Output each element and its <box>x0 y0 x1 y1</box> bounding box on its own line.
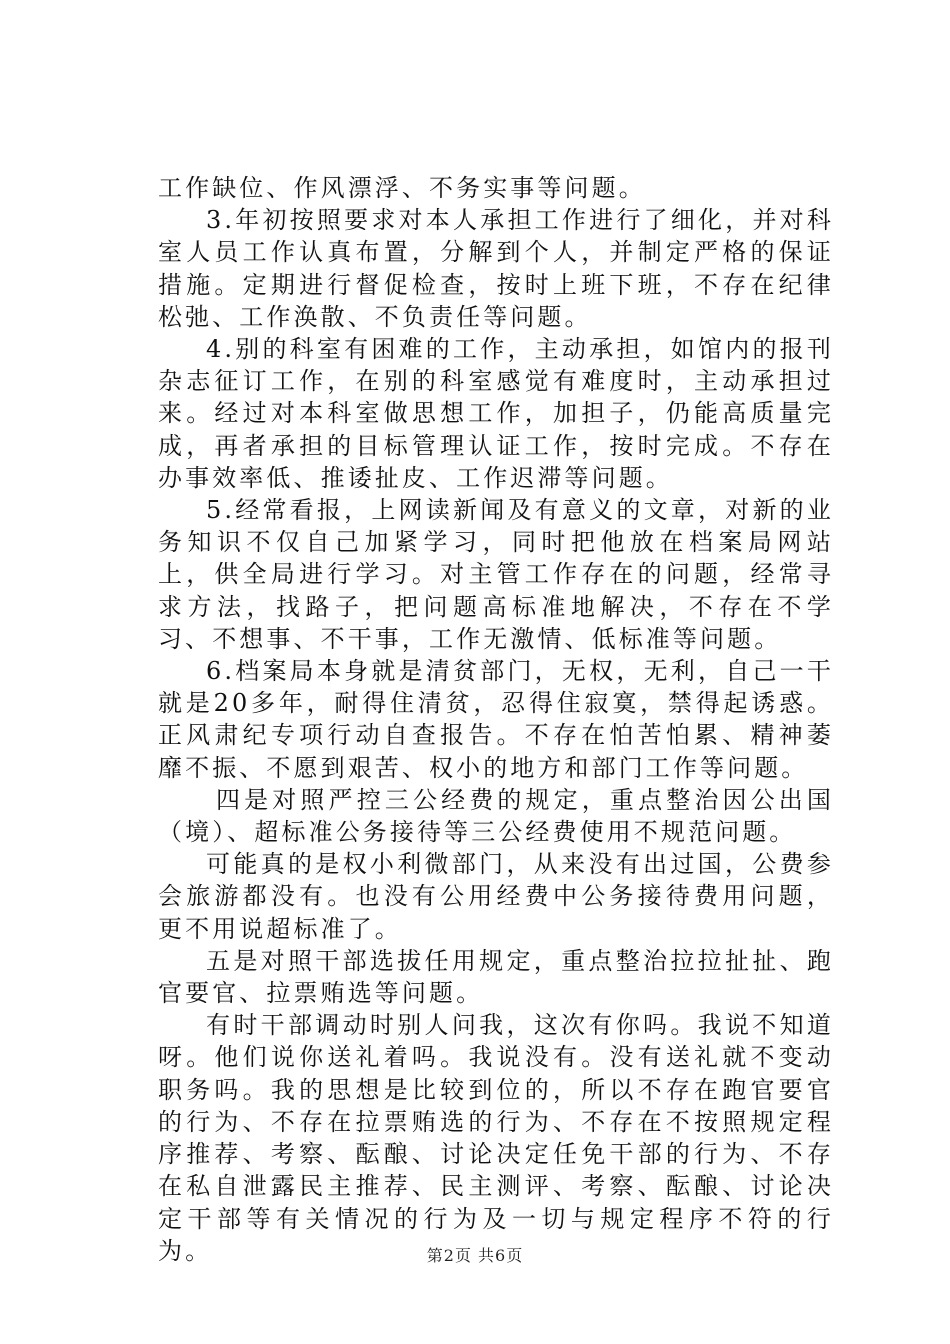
paragraph-continuation: 工作缺位、作风漂浮、不务实事等问题。 <box>158 174 646 202</box>
section-heading-four: 四是对照严控三公经费的规定，重点整治因公出国（境）、超标准公务接待等三公经费使用不规范问题。 <box>158 785 834 847</box>
paragraph-section-five-response: 有时干部调动时别人问我，这次有你吗。我说不知道呀。他们说你送礼着吗。我说没有。没有送礼就不变动职务吗。我的思想是比较到位的，所以不存在跑官要官的行为、不存在拉票贿选的行为、不存在不按照规定程序推荐、考察、酝酿、讨论决定任免干部的行为、不存在私自泄露民主推荐、民主测评、考察、酝酿、讨论决定干部等有关情况的行为及一切与规定程序不符的行为。 <box>158 1011 834 1265</box>
paragraph-item-4: 4.别的科室有困难的工作，主动承担，如馆内的报刊杂志征订工作，在别的科室感觉有难度时，主动承担过来。经过对本科室做思想工作，加担子，仍能高质量完成，再者承担的目标管理认证工作，按时完成。不存在办事效率低、推诿扯皮、工作迟滞等问题。 <box>158 335 834 492</box>
page-number-footer: 第2页 共6页 <box>426 1246 524 1265</box>
section-heading-five: 五是对照干部选拔任用规定，重点整治拉拉扯扯、跑官要官、拉票贿选等问题。 <box>158 946 834 1008</box>
paragraph-section-four-response: 可能真的是权小利微部门，从来没有出过国，公费参会旅游都没有。也没有公用经费中公务接待费用问题，更不用说超标准了。 <box>158 850 834 943</box>
document-body <box>158 172 834 1267</box>
paragraph-item-6: 6.档案局本身就是清贫部门，无权，无利，自己一干就是20多年，耐得住清贫，忍得住寂寞，禁得起诱惑。正风肃纪专项行动自查报告。不存在怕苦怕累、精神萎靡不振、不愿到艰苦、权小的地方和部门工作等问题。 <box>158 657 834 782</box>
paragraph-item-5: 5.经常看报，上网读新闻及有意义的文章，对新的业务知识不仅自己加紧学习，同时把他放在档案局网站上，供全局进行学习。对主管工作存在的问题，经常寻求方法，找路子，把问题高标准地解决，不存在不学习、不想事、不干事，工作无激情、低标准等问题。 <box>158 496 834 653</box>
paragraph-item-3: 3.年初按照要求对本人承担工作进行了细化，并对科室人员工作认真布置，分解到个人，并制定严格的保证措施。定期进行督促检查，按时上班下班，不存在纪律松弛、工作涣散、不负责任等问题。 <box>158 206 834 331</box>
